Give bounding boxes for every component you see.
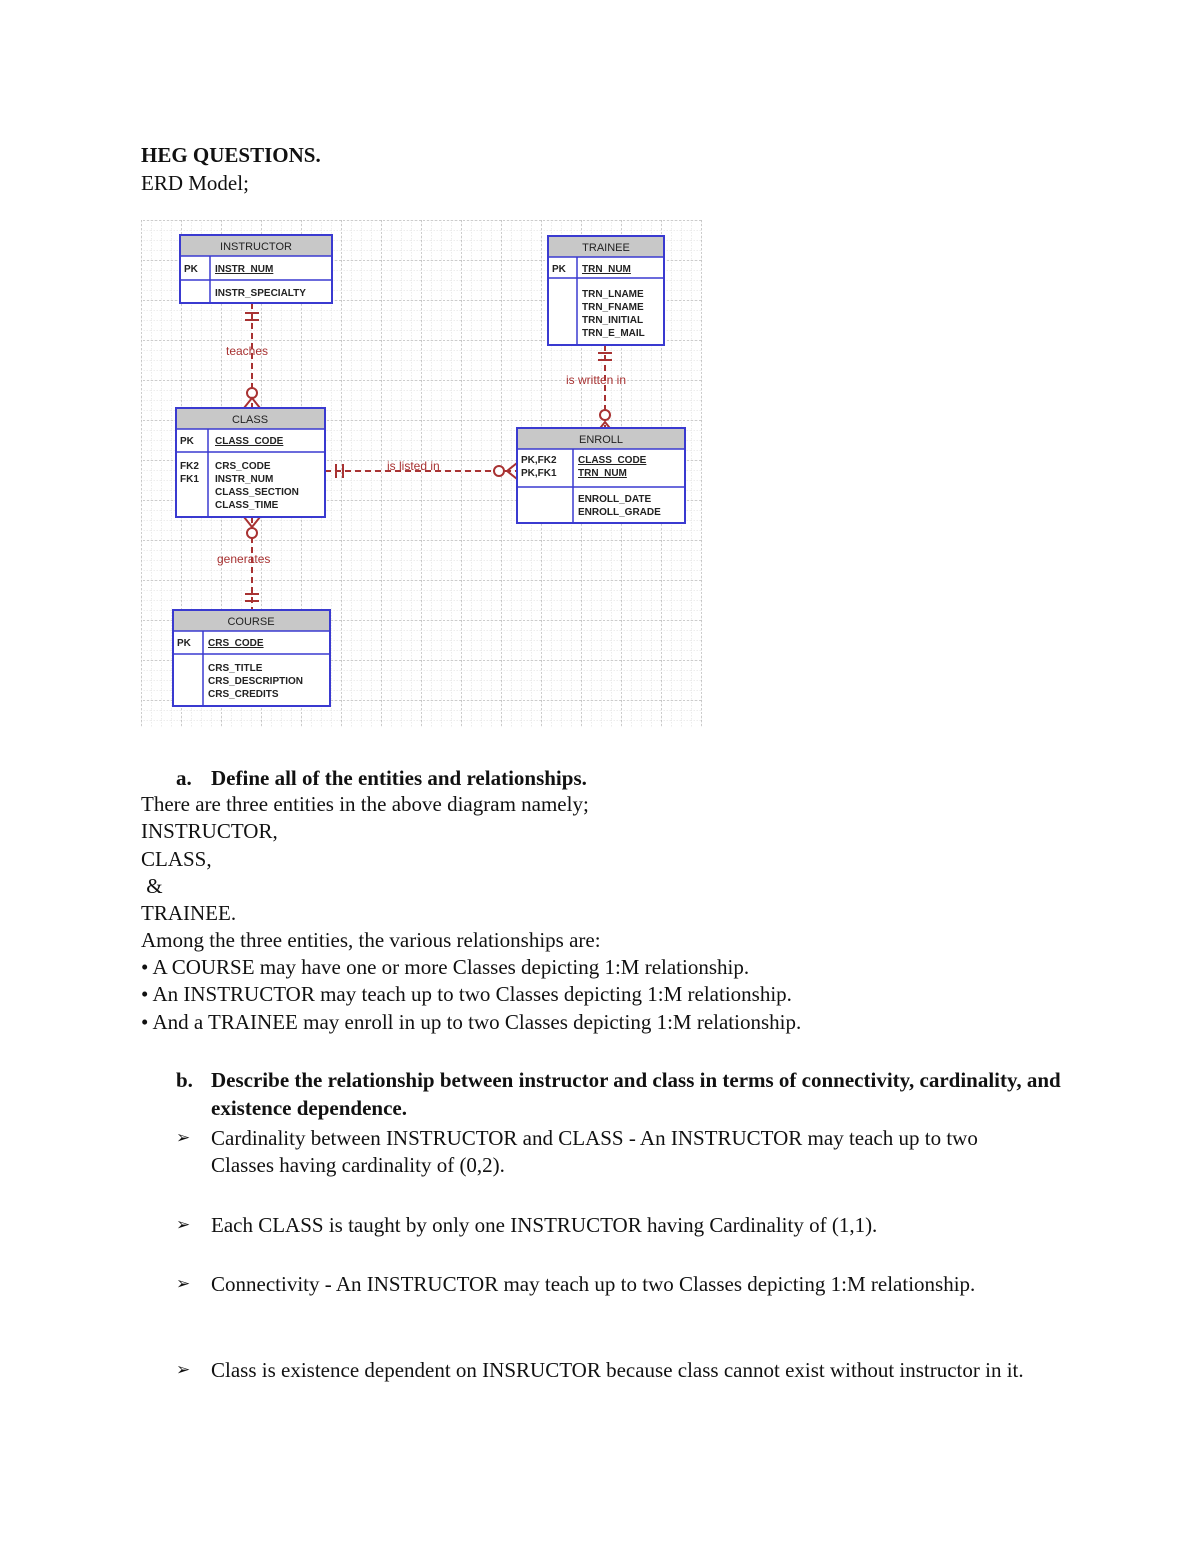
section-a-line: • And a TRAINEE may enroll in up to two Classes depicting 1:M relationship. [141, 1010, 802, 1034]
class-attr: CRS_CODE [215, 461, 271, 472]
section-b-heading-text: Describe the relationship between instructor and class in terms of connectivity, cardinality, and existence dependence. [211, 1068, 1061, 1120]
class-attr: INSTR_NUM [215, 474, 274, 485]
trainee-pk-attr: TRN_NUM [582, 264, 631, 275]
section-a-line: Among the three entities, the various relationships are: [141, 928, 601, 952]
course-attr: CRS_DESCRIPTION [208, 676, 304, 687]
entity-instructor [180, 235, 332, 303]
course-name: COURSE [227, 616, 275, 628]
course-pk-attr: CRS_CODE [208, 638, 264, 649]
enroll-pk-label: PK,FK1 [521, 468, 557, 479]
section-a-heading-text: Define all of the entities and relationships. [211, 766, 587, 790]
section-a-line: There are three entities in the above diagram namely; [141, 792, 589, 816]
enroll-pk-label: PK,FK2 [521, 455, 557, 466]
trainee-attr: TRN_INITIAL [582, 315, 644, 326]
is-written-in-label: is written in [566, 373, 627, 387]
trainee-attr: TRN_LNAME [582, 289, 644, 300]
course-attr: CRS_CREDITS [208, 689, 279, 700]
section-a-heading [176, 764, 587, 792]
is-listed-in-label: is listed in [387, 459, 440, 473]
generates-label: generates [217, 552, 271, 566]
section-a-line: TRAINEE. [141, 901, 237, 925]
arrow-bullet-icon: ➢ [176, 1274, 191, 1294]
section-b-bullet-text: Each CLASS is taught by only one INSTRUCTOR having Cardinality of (1,1). [211, 1213, 878, 1237]
course-attr: CRS_TITLE [208, 663, 263, 674]
instructor-pk-attr: INSTR_NUM [215, 264, 274, 275]
enroll-pk-attr: CLASS_CODE [578, 455, 647, 466]
trainee-pk-label: PK [552, 264, 566, 275]
class-attr: CLASS_SECTION [215, 487, 299, 498]
enroll-attr: ENROLL_GRADE [578, 507, 661, 518]
listed-in-zero-mark [494, 466, 504, 476]
section-a-line: • A COURSE may have one or more Classes depicting 1:M relationship. [141, 955, 750, 979]
class-name: CLASS [231, 414, 269, 426]
course-pk-label: PK [177, 638, 191, 649]
trainee-attr: TRN_FNAME [582, 302, 644, 313]
instructor-pk-label: PK [184, 264, 198, 275]
class-fk-label: FK2 [180, 461, 199, 472]
section-a-line: CLASS, [141, 847, 212, 871]
section-b-bullet-text: Connectivity - An INSTRUCTOR may teach up to two Classes depicting 1:M relationship. [211, 1272, 976, 1296]
generates-zero-mark [247, 528, 257, 538]
page-subtitle: ERD Model; [141, 171, 249, 195]
arrow-bullet-icon: ➢ [176, 1128, 191, 1148]
entity-trainee [548, 236, 664, 345]
enroll-attr: ENROLL_DATE [578, 494, 652, 505]
trainee-attr: TRN_E_MAIL [582, 328, 645, 339]
instructor-attr: INSTR_SPECIALTY [215, 288, 306, 299]
enroll-name: ENROLL [578, 434, 624, 446]
written-in-zero-mark [600, 410, 610, 420]
enroll-pk-attr: TRN_NUM [578, 468, 627, 479]
class-pk-attr: CLASS_CODE [215, 436, 284, 447]
section-b-bullet-text: Class is existence dependent on INSRUCTOR because class cannot exist without instructor in it. [211, 1358, 1024, 1382]
entity-course [173, 610, 330, 706]
section-b-heading [176, 1066, 1061, 1120]
instructor-name: INSTRUCTOR [220, 241, 292, 253]
section-a-line: • An INSTRUCTOR may teach up to two Classes depicting 1:M relationship. [141, 982, 792, 1006]
section-a-line: & [141, 874, 163, 898]
page-title: HEG QUESTIONS. [141, 143, 321, 167]
trainee-name: TRAINEE [582, 242, 630, 254]
class-pk-label: PK [180, 436, 194, 447]
arrow-bullet-icon: ➢ [176, 1215, 191, 1235]
arrow-bullet-icon: ➢ [176, 1360, 191, 1380]
section-a-line: INSTRUCTOR, [141, 819, 278, 843]
section-a-label: a. [176, 766, 192, 790]
section-b-bullet-text: Cardinality between INSTRUCTOR and CLASS - An INSTRUCTOR may teach up to two Classes having cardinality of (0,2). [211, 1126, 978, 1177]
class-fk-label: FK1 [180, 474, 199, 485]
entity-enroll [517, 428, 685, 523]
entity-class [176, 408, 325, 517]
section-b-label: b. [176, 1068, 193, 1092]
erd-diagram [141, 220, 703, 728]
class-attr: CLASS_TIME [215, 500, 279, 511]
teaches-label: teaches [226, 344, 269, 358]
